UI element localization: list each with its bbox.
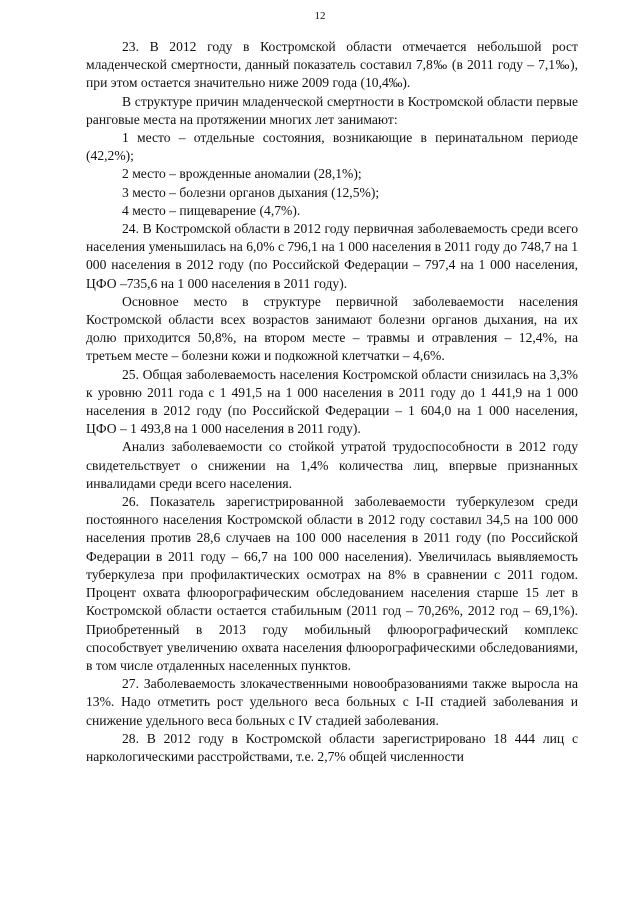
paragraph-23-infant-mortality: 23. В 2012 году в Костромской области отмечается небольшой рост младенческой смертности, данный показатель составил 7,8‰ (в 2011 году – 7,1‰), при этом остается значительно ниже 2009 года (10,4‰).	[86, 39, 578, 91]
rank-item-4: 4 место – пищеварение (4,7%).	[122, 202, 301, 218]
document-body	[86, 38, 578, 766]
paragraph-disability-analysis: Анализ заболеваемости со стойкой утратой трудоспособности в 2012 году свидетельствует о снижении на 1,4% количества лиц, впервые признанных инвалидами среди всего населения.	[86, 439, 578, 491]
page-number: 12	[314, 10, 326, 22]
rank-item-1: 1 место – отдельные состояния, возникающие в перинатальном периоде (42,2%);	[86, 130, 578, 164]
rank-item-3: 3 место – болезни органов дыхания (12,5%);	[122, 184, 380, 200]
paragraph-mortality-structure: В структуре причин младенческой смертности в Костромской области первые ранговые места на протяжении многих лет занимают:	[86, 93, 578, 127]
paragraph-morbidity-structure: Основное место в структуре первичной заболеваемости населения Костромской области всех возрастов занимают болезни органов дыхания, на их долю приходится 50,8%, на втором месте – травмы и отравления – 12,4%, на третьем месте – болезни кожи и подкожной клетчатки – 4,6%.	[86, 293, 578, 364]
paragraph-24-primary-morbidity: 24. В Костромской области в 2012 году первичная заболеваемость среди всего населения уменьшилась на 6,0% с 796,1 на 1 000 населения в 2011 году до 748,7 на 1 000 населения в 2012 году (по Российской Федерации – 797,4 на 1 000 населения, ЦФО –735,6 на 1 000 населения в 2011 году).	[86, 221, 578, 291]
paragraph-25-general-morbidity: 25. Общая заболеваемость населения Костромской области снизилась на 3,3% к уровню 2011 года с 1 491,5 на 1 000 населения в 2011 году до 1 441,9 на 1 000 населения в 2012 году (по Российской Федерации – 1 604,0 на 1 000 населения, ЦФО – 1 493,8 на 1 000 населения в 2011 году).	[86, 366, 578, 437]
rank-item-2: 2 место – врожденные аномалии (28,1%);	[122, 166, 362, 182]
paragraph-27-oncology: 27. Заболеваемость злокачественными новообразованиями также выросла на 13%. Надо отметить рост удельного веса больных с I-II стадией заболевания и снижение удельного веса больных с IV стадией заболевания.	[86, 676, 578, 728]
paragraph-28-narcology: 28. В 2012 году в Костромской области зарегистрировано 18 444 лиц с наркологическими расстройствами, т.е. 2,7% общей численности	[86, 730, 578, 764]
paragraph-26-tuberculosis: 26. Показатель зарегистрированной заболеваемости туберкулезом среди постоянного населения Костромской области в 2012 году составил 34,5 на 100 000 населения против 28,6 случаев на 100 000 населения в 2011 году (по Российской Федерации в 2011 году – 66,7 на 100 000 населения). Увеличилась выявляемость туберкулеза при профилактических осмотрах на 8% в сравнении с 2011 годом. Процент охвата флюорографическим обследованием населения старше 15 лет в Костромской области остается стабильным (2011 год – 70,26%, 2012 год – 69,1%). Приобретенный в 2013 году мобильный флюорографический комплекс способствует увеличению охвата населения флюорографическими обследованиями, в том числе отдаленных населенных пунктов.	[86, 494, 578, 673]
